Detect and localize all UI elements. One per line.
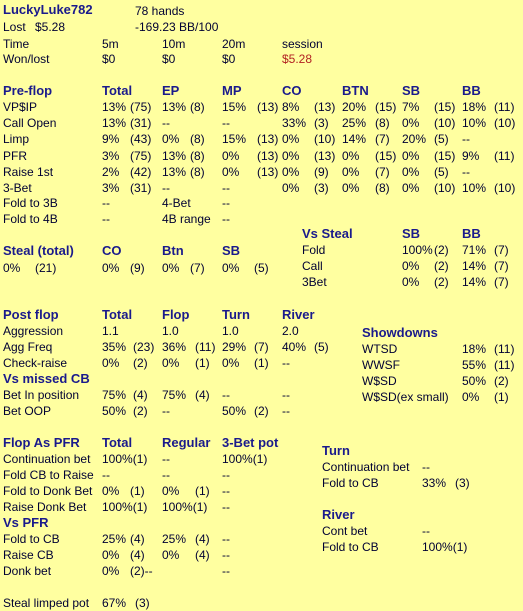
preflop-cell: 0%	[342, 181, 360, 195]
showdowns-title: Showdowns	[362, 325, 438, 340]
steal-header: CO	[102, 243, 122, 258]
missed-cell: --	[162, 404, 170, 418]
showdowns-count: (11)	[494, 342, 515, 356]
preflop-cell: (15)	[434, 148, 456, 163]
preflop-cell: --	[162, 181, 170, 195]
preflop-cell: 0%	[282, 132, 300, 147]
preflop-cell: --	[222, 116, 230, 131]
turn-count: (3)	[455, 476, 470, 490]
preflop-cell: --	[462, 132, 470, 147]
preflop-cell: 14%	[342, 132, 367, 147]
steal-cell: 0%	[3, 261, 21, 275]
4bet-value: --	[222, 196, 230, 210]
preflop-cell: (3)	[314, 116, 329, 131]
postflop-header: Flop	[162, 307, 190, 322]
lost-label: Lost	[3, 20, 26, 34]
hands-count: 78 hands	[135, 4, 185, 18]
vs-steal-cell: 100%	[402, 243, 433, 257]
preflop-row-label: Call Open	[3, 116, 57, 131]
preflop-cell: (11)	[494, 148, 515, 163]
preflop-cell: (13)	[257, 164, 279, 179]
postflop-cell: (11)	[195, 340, 216, 354]
missed-cell: (4)	[195, 388, 210, 402]
steal-cell: (21)	[35, 261, 57, 275]
vs-missed-cb-title: Vs missed CB	[3, 371, 90, 386]
postflop-cell: (1)	[254, 356, 269, 370]
showdowns-row-label: WTSD	[362, 342, 398, 356]
flop-pfr-header: 3-Bet pot	[222, 435, 279, 450]
preflop-cell: (7)	[375, 132, 390, 147]
vs-steal-cell: 0%	[402, 259, 420, 273]
vs-pfr-cell: 0%	[102, 564, 120, 578]
vs-pfr-cell: --	[222, 548, 230, 562]
preflop-cell: (15)	[434, 100, 456, 114]
showdowns-row-label: WWSF	[362, 358, 400, 372]
missed-cell: 50%	[222, 404, 247, 418]
river-row-label: Cont bet	[322, 524, 368, 538]
turn-title: Turn	[322, 443, 350, 458]
missed-row-label: Bet In position	[3, 388, 80, 402]
missed-cell: --	[282, 404, 290, 418]
wonlost-label: Won/lost	[3, 52, 50, 66]
postflop-cell: 1.1	[102, 324, 119, 338]
preflop-cell: (8)	[375, 181, 390, 195]
flop-pfr-header: Flop As PFR	[3, 435, 80, 450]
vs-pfr-cell: --	[222, 564, 230, 578]
postflop-cell: (5)	[314, 340, 329, 354]
vs-pfr-cell: 0%	[162, 548, 180, 562]
preflop-cell: --	[222, 181, 230, 195]
flop-pfr-cell: 100%(1)	[222, 452, 268, 466]
preflop-header: SB	[402, 83, 421, 98]
preflop-cell: 0%	[342, 148, 360, 163]
steal-cell: 0%	[162, 261, 180, 275]
turn-pct: 33%	[422, 476, 447, 490]
river-value: 100%(1)	[422, 540, 468, 554]
wonlost-10m: $0	[162, 52, 176, 66]
steal-header: SB	[222, 243, 241, 258]
flop-pfr-cell: 0%	[102, 484, 120, 498]
preflop-cell: 9%	[462, 148, 480, 163]
vs-steal-cell: 71%	[462, 243, 487, 257]
preflop-cell: 0%	[402, 181, 420, 195]
vs-steal-cell: (7)	[494, 275, 509, 289]
vs-pfr-cell: 0%	[102, 548, 120, 562]
preflop-cell: (7)	[375, 164, 390, 179]
fold-4b-label: Fold to 4B	[3, 212, 58, 226]
time-label: Time	[3, 37, 30, 51]
preflop-cell: 0%	[222, 148, 240, 163]
preflop-cell: 10%	[462, 181, 487, 195]
preflop-header: BB	[462, 83, 481, 98]
preflop-cell: 20%	[342, 100, 367, 114]
bb-per-100: -169.23 BB/100	[135, 20, 219, 34]
vs-steal-cell: (7)	[494, 259, 509, 273]
flop-pfr-cell: 100%(1)	[162, 500, 208, 514]
steal-header: Btn	[162, 243, 184, 258]
flop-pfr-cell: (1)	[130, 484, 145, 498]
turn-pct: --	[422, 460, 430, 474]
preflop-cell: 0%	[342, 164, 360, 179]
missed-cell: (4)	[133, 388, 148, 402]
flop-pfr-cell: --	[102, 468, 110, 482]
preflop-cell: (10)	[494, 181, 516, 195]
vs-pfr-cell: (4)	[195, 548, 210, 562]
flop-pfr-cell: --	[162, 452, 170, 466]
vs-steal-row-label: 3Bet	[302, 275, 327, 289]
preflop-row-label: Raise 1st	[3, 164, 54, 179]
preflop-cell: 25%	[342, 116, 367, 131]
preflop-cell: 8%	[282, 100, 300, 114]
showdowns-count: (11)	[494, 358, 515, 372]
preflop-cell: (3)	[314, 181, 329, 195]
preflop-cell: 2%	[102, 164, 120, 179]
postflop-cell: (1)	[195, 356, 210, 370]
postflop-cell: 0%	[222, 356, 240, 370]
showdowns-pct: 50%	[462, 374, 487, 388]
time-20m: 20m	[222, 37, 246, 51]
preflop-cell: 0%	[282, 148, 300, 163]
postflop-cell: 1.0	[222, 324, 239, 338]
postflop-cell: 0%	[102, 356, 120, 370]
vs-steal-cell: 14%	[462, 259, 487, 273]
vs-steal-header: BB	[462, 226, 481, 241]
wonlost-5m: $0	[102, 52, 116, 66]
time-10m: 10m	[162, 37, 186, 51]
preflop-cell: (9)	[314, 164, 329, 179]
river-value: --	[422, 524, 430, 538]
vs-pfr-cell: --	[222, 532, 230, 546]
preflop-header: MP	[222, 83, 242, 98]
flop-pfr-cell: 0%	[162, 484, 180, 498]
postflop-cell: 36%	[162, 340, 187, 354]
fold-3b-label: Fold to 3B	[3, 196, 58, 210]
steal-limped-value: 67%	[102, 596, 127, 610]
preflop-cell: (5)	[434, 164, 449, 179]
preflop-header: Pre-flop	[3, 83, 53, 98]
preflop-cell: 18%	[462, 100, 487, 114]
steal-cell: (5)	[254, 261, 269, 275]
preflop-cell: (11)	[494, 100, 515, 114]
preflop-row-label: Limp	[3, 132, 30, 147]
postflop-cell: 2.0	[282, 324, 299, 338]
steal-cell: 0%	[102, 261, 120, 275]
missed-cell: --	[282, 388, 290, 402]
preflop-cell: (43)	[130, 132, 152, 147]
preflop-header: CO	[282, 83, 302, 98]
preflop-cell: (75)	[130, 100, 152, 114]
steal-header: Steal (total)	[3, 243, 74, 258]
preflop-cell: 33%	[282, 116, 307, 131]
wonlost-20m: $0	[222, 52, 236, 66]
missed-cell: (2)	[133, 404, 148, 418]
flop-pfr-row-label: Fold CB to Raise	[3, 468, 94, 482]
flop-pfr-cell: --	[222, 468, 230, 482]
vs-steal-cell: 0%	[402, 275, 420, 289]
preflop-cell: (10)	[434, 181, 456, 195]
vs-steal-row-label: Call	[302, 259, 323, 273]
flop-pfr-header: Regular	[162, 435, 211, 450]
postflop-row-label: Check-raise	[3, 356, 68, 370]
missed-cell: (2)	[254, 404, 269, 418]
flop-pfr-header: Total	[102, 435, 133, 450]
vs-pfr-title: Vs PFR	[3, 515, 49, 530]
flop-pfr-cell: --	[162, 468, 170, 482]
river-row-label: Fold to CB	[322, 540, 379, 554]
flop-pfr-cell: (1)	[195, 484, 210, 498]
preflop-cell: (8)	[190, 148, 205, 163]
preflop-cell: (10)	[494, 116, 516, 131]
missed-cell: --	[222, 388, 230, 402]
lost-value: $5.28	[35, 20, 66, 34]
postflop-cell: --	[282, 356, 290, 370]
showdowns-row-label: W$SD	[362, 374, 397, 388]
vs-steal-cell: (2)	[434, 243, 449, 257]
preflop-cell: (15)	[375, 148, 397, 163]
preflop-cell: (31)	[130, 181, 152, 195]
preflop-cell: 13%	[102, 116, 127, 131]
postflop-cell: 0%	[162, 356, 180, 370]
turn-row-label: Continuation bet	[322, 460, 410, 474]
preflop-cell: (13)	[257, 148, 279, 163]
turn-row-label: Fold to CB	[322, 476, 379, 490]
missed-row-label: Bet OOP	[3, 404, 52, 418]
vs-steal-cell: (2)	[434, 275, 449, 289]
vs-steal-header: Vs Steal	[302, 226, 353, 241]
postflop-cell: (2)	[133, 356, 148, 370]
vs-pfr-row-label: Donk bet	[3, 564, 52, 578]
time-5m: 5m	[102, 37, 119, 51]
preflop-cell: 3%	[102, 181, 120, 195]
postflop-cell: 29%	[222, 340, 247, 354]
preflop-cell: 3%	[102, 148, 120, 163]
preflop-row-label: 3-Bet	[3, 181, 32, 195]
preflop-cell: (8)	[375, 116, 390, 131]
preflop-cell: (13)	[314, 148, 336, 163]
postflop-cell: 1.0	[162, 324, 179, 338]
flop-pfr-row-label: Continuation bet	[3, 452, 91, 466]
preflop-cell: (13)	[257, 100, 279, 114]
steal-cell: 0%	[222, 261, 240, 275]
preflop-cell: 13%	[102, 100, 127, 114]
preflop-header: Total	[102, 83, 133, 98]
preflop-cell: 13%	[162, 148, 187, 163]
showdowns-pct: 55%	[462, 358, 487, 372]
river-title: River	[322, 507, 355, 522]
postflop-row-label: Agg Freq	[3, 340, 53, 354]
missed-cell: 50%	[102, 404, 127, 418]
preflop-cell: 0%	[402, 164, 420, 179]
vs-steal-cell: (2)	[434, 259, 449, 273]
vs-steal-cell: 14%	[462, 275, 487, 289]
flop-pfr-row-label: Raise Donk Bet	[3, 500, 87, 514]
preflop-cell: 7%	[402, 100, 420, 114]
preflop-cell: (8)	[190, 164, 205, 179]
steal-cell: (9)	[130, 261, 145, 275]
preflop-cell: 0%	[222, 164, 240, 179]
preflop-cell: --	[462, 164, 470, 179]
preflop-cell: --	[162, 116, 170, 131]
preflop-cell: (10)	[314, 132, 336, 147]
showdowns-pct: 0%	[462, 390, 480, 404]
vs-steal-row-label: Fold	[302, 243, 326, 257]
preflop-cell: (31)	[130, 116, 152, 131]
flop-pfr-cell: 100%(1)	[102, 452, 148, 466]
vs-pfr-row-label: Fold to CB	[3, 532, 60, 546]
postflop-header: Turn	[222, 307, 250, 322]
preflop-cell: (8)	[190, 132, 205, 147]
preflop-cell: 0%	[282, 181, 300, 195]
steal-cell: (7)	[190, 261, 205, 275]
preflop-cell: 0%	[282, 164, 300, 179]
flop-pfr-row-label: Fold to Donk Bet	[3, 484, 93, 498]
postflop-cell: 40%	[282, 340, 307, 354]
postflop-row-label: Aggression	[3, 324, 64, 338]
preflop-cell: (15)	[375, 100, 397, 114]
4bet-label: 4-Bet	[162, 196, 191, 210]
preflop-cell: 15%	[222, 100, 247, 114]
preflop-cell: (42)	[130, 164, 152, 179]
fold-4b-value: --	[102, 212, 110, 226]
showdowns-pct: 18%	[462, 342, 487, 356]
preflop-row-label: VP$IP	[3, 100, 38, 114]
preflop-row-label: PFR	[3, 148, 27, 163]
postflop-cell: (23)	[133, 340, 155, 354]
vs-pfr-cell: (4)	[130, 548, 145, 562]
preflop-header: EP	[162, 83, 180, 98]
4b-range-label: 4B range	[162, 212, 211, 226]
preflop-cell: 9%	[102, 132, 120, 147]
fold-3b-value: --	[102, 196, 110, 210]
player-name: LuckyLuke782	[3, 2, 93, 17]
showdowns-count: (1)	[494, 390, 509, 404]
flop-pfr-cell: 100%(1)	[102, 500, 148, 514]
vs-steal-header: SB	[402, 226, 421, 241]
4b-range-value: --	[222, 212, 230, 226]
preflop-cell: (13)	[314, 100, 336, 114]
vs-steal-cell: (7)	[494, 243, 509, 257]
vs-pfr-cell: (4)	[195, 532, 210, 546]
postflop-cell: 35%	[102, 340, 127, 354]
postflop-header: Total	[102, 307, 133, 322]
preflop-cell: (8)	[190, 100, 205, 114]
postflop-cell: (7)	[254, 340, 269, 354]
time-session: session	[282, 37, 323, 51]
vs-pfr-cell: 25%	[162, 532, 187, 546]
steal-limped-count: (3)	[135, 596, 150, 610]
preflop-cell: 15%	[222, 132, 247, 147]
preflop-cell: (75)	[130, 148, 152, 163]
preflop-cell: 13%	[162, 164, 187, 179]
steal-limped-label: Steal limped pot	[3, 596, 90, 610]
missed-cell: 75%	[102, 388, 127, 402]
preflop-cell: 13%	[162, 100, 187, 114]
vs-pfr-cell: (4)	[130, 532, 145, 546]
preflop-cell: 0%	[402, 116, 420, 131]
vs-pfr-cell: (2)--	[130, 564, 153, 578]
flop-pfr-cell: --	[222, 484, 230, 498]
preflop-cell: (5)	[434, 132, 449, 147]
wonlost-session: $5.28	[282, 52, 313, 66]
preflop-cell: 0%	[162, 132, 180, 147]
preflop-cell: 20%	[402, 132, 427, 147]
postflop-header: Post flop	[3, 307, 59, 322]
showdowns-count: (2)	[494, 374, 509, 388]
flop-pfr-cell: --	[222, 500, 230, 514]
vs-pfr-row-label: Raise CB	[3, 548, 54, 562]
postflop-header: River	[282, 307, 315, 322]
preflop-cell: 0%	[402, 148, 420, 163]
preflop-cell: 10%	[462, 116, 487, 131]
preflop-header: BTN	[342, 83, 369, 98]
missed-cell: 75%	[162, 388, 187, 402]
showdowns-row-label: W$SD(ex small)	[362, 390, 449, 404]
preflop-cell: (10)	[434, 116, 456, 131]
preflop-cell: (13)	[257, 132, 279, 147]
vs-pfr-cell: 25%	[102, 532, 127, 546]
